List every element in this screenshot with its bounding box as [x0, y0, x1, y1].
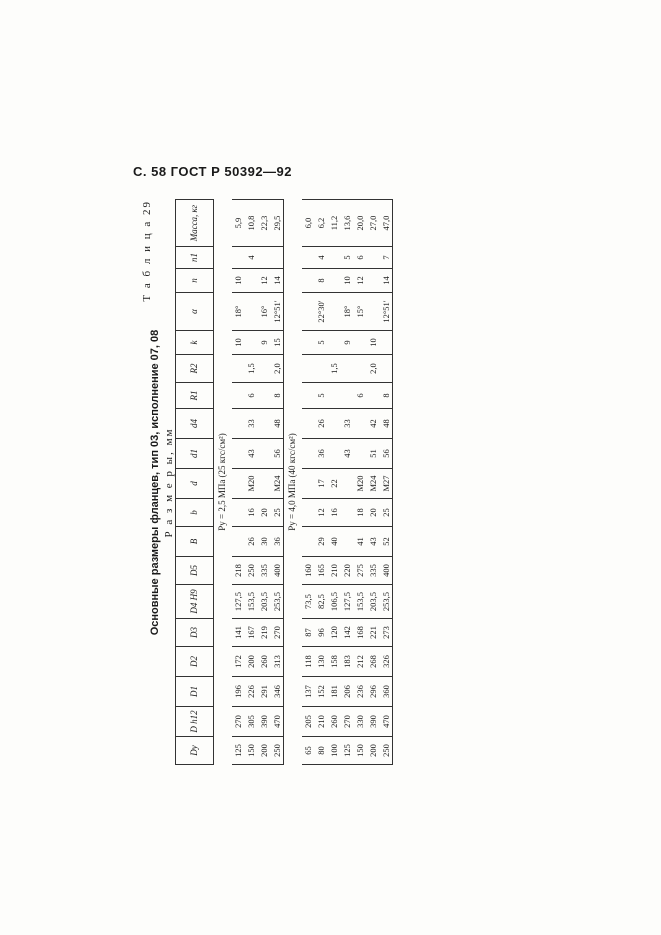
- table-cell: 203,5: [258, 585, 271, 619]
- table-cell: 268: [367, 647, 380, 677]
- table-cell: 10: [232, 269, 245, 293]
- table-cell: М24: [367, 469, 380, 499]
- col-header: n1: [176, 247, 214, 269]
- table-cell: [367, 269, 380, 293]
- table-cell: 20: [258, 499, 271, 527]
- table-cell: 36: [271, 527, 284, 557]
- col-header: B: [176, 527, 214, 557]
- table-cell: 27,0: [367, 200, 380, 247]
- table-cell: 400: [271, 557, 284, 585]
- table-cell: 80: [315, 737, 328, 765]
- table-cell: 7: [380, 247, 393, 269]
- table-cell: 205: [302, 707, 315, 737]
- table-cell: [354, 409, 367, 439]
- col-header: n: [176, 269, 214, 293]
- table-cell: 65: [302, 737, 315, 765]
- table-cell: 12°51′: [271, 293, 284, 331]
- table-cell: 48: [380, 409, 393, 439]
- table-cell: 470: [380, 707, 393, 737]
- table-cell: [380, 355, 393, 383]
- rotated-table-block: [141, 200, 511, 765]
- table-cell: 253,5: [380, 585, 393, 619]
- table-cell: [341, 527, 354, 557]
- table-cell: [232, 355, 245, 383]
- table-cell: [328, 383, 341, 409]
- table-row: [341, 200, 354, 765]
- table-cell: 51: [367, 439, 380, 469]
- table-cell: 14: [271, 269, 284, 293]
- table-cell: 47,0: [380, 200, 393, 247]
- table-cell: 150: [354, 737, 367, 765]
- table-cell: 16: [245, 499, 258, 527]
- table-cell: 30: [258, 527, 271, 557]
- table-cell: 20,0: [354, 200, 367, 247]
- table-cell: 218: [232, 557, 245, 585]
- table-cell: 8: [271, 383, 284, 409]
- table-cell: [258, 355, 271, 383]
- table-cell: [341, 469, 354, 499]
- table-cell: 6,2: [315, 200, 328, 247]
- table-cell: 200: [245, 647, 258, 677]
- table-cell: 8: [380, 383, 393, 409]
- table-cell: 153,5: [354, 585, 367, 619]
- table-cell: 26: [245, 527, 258, 557]
- table-cell: [367, 383, 380, 409]
- table-cell: 137: [302, 677, 315, 707]
- table-cell: 196: [232, 677, 245, 707]
- table-cell: [354, 331, 367, 355]
- table-cell: [302, 293, 315, 331]
- table-cell: 22: [328, 469, 341, 499]
- table-cell: [232, 439, 245, 469]
- table-row: [271, 200, 284, 765]
- table-row: [328, 200, 341, 765]
- table-cell: [367, 247, 380, 269]
- table-label: Т а б л и ц а 29: [141, 200, 153, 302]
- table-title: Основные размеры фланцев, тип 03, исполнение 07, 08: [149, 329, 161, 636]
- table-cell: 43: [245, 439, 258, 469]
- table-cell: 41: [354, 527, 367, 557]
- col-header: R1: [176, 383, 214, 409]
- table-cell: 270: [341, 707, 354, 737]
- table-cell: 29,5: [271, 200, 284, 247]
- table-cell: 40: [328, 527, 341, 557]
- table-cell: [258, 469, 271, 499]
- table-cell: [341, 355, 354, 383]
- table-cell: [341, 383, 354, 409]
- table-body: [214, 200, 393, 765]
- table-cell: 43: [341, 439, 354, 469]
- table-cell: [302, 355, 315, 383]
- table-cell: 22°30′: [315, 293, 328, 331]
- table-cell: 15°: [354, 293, 367, 331]
- table-cell: 390: [367, 707, 380, 737]
- col-header: D5: [176, 557, 214, 585]
- table-cell: 33: [245, 409, 258, 439]
- table-cell: 236: [354, 677, 367, 707]
- table-cell: 250: [380, 737, 393, 765]
- col-header: d: [176, 469, 214, 499]
- table-cell: [302, 469, 315, 499]
- table-cell: 183: [341, 647, 354, 677]
- table-cell: [354, 439, 367, 469]
- table-cell: 5: [315, 331, 328, 355]
- table-cell: 26: [315, 409, 328, 439]
- table-cell: 1,5: [328, 355, 341, 383]
- table-cell: [302, 527, 315, 557]
- table-cell: 9: [258, 331, 271, 355]
- table-cell: 253,5: [271, 585, 284, 619]
- table-cell: 16: [328, 499, 341, 527]
- table-cell: [271, 247, 284, 269]
- table-cell: [328, 247, 341, 269]
- table-cell: [258, 383, 271, 409]
- table-cell: 153,5: [245, 585, 258, 619]
- table-cell: 100: [328, 737, 341, 765]
- table-cell: 330: [354, 707, 367, 737]
- table-cell: 82,5: [315, 585, 328, 619]
- table-cell: 18: [354, 499, 367, 527]
- table-cell: М20: [354, 469, 367, 499]
- table-cell: 12: [354, 269, 367, 293]
- header-row: [176, 200, 214, 765]
- table-row: [232, 200, 245, 765]
- table-cell: 360: [380, 677, 393, 707]
- table-cell: 326: [380, 647, 393, 677]
- table-cell: [232, 247, 245, 269]
- table-cell: [315, 355, 328, 383]
- table-cell: 390: [258, 707, 271, 737]
- table-cell: [328, 409, 341, 439]
- table-cell: 6,0: [302, 200, 315, 247]
- table-cell: 4: [315, 247, 328, 269]
- table-cell: 4: [245, 247, 258, 269]
- table-row: [380, 200, 393, 765]
- col-header: Масса, кг: [176, 200, 214, 247]
- table-cell: 15: [271, 331, 284, 355]
- section-pressure-label: Pу = 4,0 МПа (40 кгс/см²): [287, 433, 298, 531]
- table-cell: 335: [367, 557, 380, 585]
- table-cell: 270: [271, 619, 284, 647]
- table-cell: 168: [354, 619, 367, 647]
- table-row: [302, 200, 315, 765]
- table-cell: 291: [258, 677, 271, 707]
- table-cell: [302, 409, 315, 439]
- table-cell: 16°: [258, 293, 271, 331]
- table-cell: [232, 383, 245, 409]
- table-cell: [232, 469, 245, 499]
- flange-dimensions-table: [175, 199, 393, 765]
- col-header: b: [176, 499, 214, 527]
- table-cell: 273: [380, 619, 393, 647]
- table-cell: 2,0: [271, 355, 284, 383]
- table-cell: 250: [245, 557, 258, 585]
- table-cell: 25: [380, 499, 393, 527]
- table-cell: 12: [258, 269, 271, 293]
- table-cell: [302, 439, 315, 469]
- table-cell: 260: [258, 647, 271, 677]
- table-cell: 165: [315, 557, 328, 585]
- table-cell: 260: [328, 707, 341, 737]
- table-cell: 10,8: [245, 200, 258, 247]
- table-cell: 275: [354, 557, 367, 585]
- table-cell: 36: [315, 439, 328, 469]
- table-cell: 96: [315, 619, 328, 647]
- table-cell: [367, 293, 380, 331]
- table-cell: 200: [258, 737, 271, 765]
- col-header: D1: [176, 677, 214, 707]
- table-cell: 346: [271, 677, 284, 707]
- table-cell: [302, 499, 315, 527]
- table-cell: [245, 331, 258, 355]
- section-pressure-label: Pу = 2,5 МПа (25 кгс/см²): [217, 433, 228, 531]
- table-cell: 29: [315, 527, 328, 557]
- table-cell: [328, 269, 341, 293]
- table-cell: 160: [302, 557, 315, 585]
- table-cell: 6: [245, 383, 258, 409]
- table-cell: 219: [258, 619, 271, 647]
- table-cell: 12: [315, 499, 328, 527]
- table-cell: 106,5: [328, 585, 341, 619]
- table-cell: 10: [341, 269, 354, 293]
- table-row: [367, 200, 380, 765]
- table-cell: 18°: [232, 293, 245, 331]
- table-cell: 1,5: [245, 355, 258, 383]
- table-cell: М20: [245, 469, 258, 499]
- table-cell: 2,0: [367, 355, 380, 383]
- table-cell: 226: [245, 677, 258, 707]
- table-cell: 5: [341, 247, 354, 269]
- table-cell: 250: [271, 737, 284, 765]
- col-header: k: [176, 331, 214, 355]
- table-cell: [302, 331, 315, 355]
- table-row: [354, 200, 367, 765]
- table-cell: 470: [271, 707, 284, 737]
- table-cell: [341, 499, 354, 527]
- table-cell: 8: [315, 269, 328, 293]
- table-cell: [258, 439, 271, 469]
- table-cell: 172: [232, 647, 245, 677]
- table-cell: 220: [341, 557, 354, 585]
- table-cell: 400: [380, 557, 393, 585]
- table-cell: 152: [315, 677, 328, 707]
- table-cell: М24: [271, 469, 284, 499]
- table-cell: 87: [302, 619, 315, 647]
- table-cell: 127,5: [232, 585, 245, 619]
- table-cell: [232, 499, 245, 527]
- col-header: α: [176, 293, 214, 331]
- table-cell: 25: [271, 499, 284, 527]
- table-cell: [302, 269, 315, 293]
- table-cell: [232, 409, 245, 439]
- section-header-row: [214, 200, 232, 765]
- table-cell: [328, 331, 341, 355]
- table-cell: 6: [354, 247, 367, 269]
- table-cell: 20: [367, 499, 380, 527]
- table-subtitle: Р а з м е р ы, мм: [163, 427, 175, 538]
- col-header: D3: [176, 619, 214, 647]
- table-cell: 12°51′: [380, 293, 393, 331]
- table-cell: [328, 439, 341, 469]
- table-cell: 127,5: [341, 585, 354, 619]
- table-cell: 335: [258, 557, 271, 585]
- table-cell: 13,6: [341, 200, 354, 247]
- table-cell: 142: [341, 619, 354, 647]
- table-cell: 6: [354, 383, 367, 409]
- table-cell: 210: [328, 557, 341, 585]
- table-cell: 167: [245, 619, 258, 647]
- table-row: [258, 200, 271, 765]
- table-row: [245, 200, 258, 765]
- table-cell: [258, 247, 271, 269]
- table-cell: [302, 247, 315, 269]
- table-cell: 56: [380, 439, 393, 469]
- table-cell: 48: [271, 409, 284, 439]
- table-cell: 296: [367, 677, 380, 707]
- table-cell: 11,2: [328, 200, 341, 247]
- table-cell: 17: [315, 469, 328, 499]
- col-header: D h12: [176, 707, 214, 737]
- table-cell: [380, 331, 393, 355]
- table-cell: 150: [245, 737, 258, 765]
- table-cell: 130: [315, 647, 328, 677]
- table-cell: 73,5: [302, 585, 315, 619]
- table-cell: 5,9: [232, 200, 245, 247]
- col-header: D4 H9: [176, 585, 214, 619]
- table-cell: 10: [232, 331, 245, 355]
- table-cell: [258, 409, 271, 439]
- table-cell: 118: [302, 647, 315, 677]
- table-cell: 158: [328, 647, 341, 677]
- table-cell: 200: [367, 737, 380, 765]
- table-cell: 221: [367, 619, 380, 647]
- page-header: С. 58 ГОСТ Р 50392—92: [133, 164, 293, 179]
- table-cell: 22,3: [258, 200, 271, 247]
- table-row: [315, 200, 328, 765]
- table-cell: 5: [315, 383, 328, 409]
- table-cell: 14: [380, 269, 393, 293]
- table-cell: 43: [367, 527, 380, 557]
- col-header: R2: [176, 355, 214, 383]
- table-cell: [302, 383, 315, 409]
- table-cell: 18°: [341, 293, 354, 331]
- table-cell: [245, 269, 258, 293]
- table-cell: 125: [232, 737, 245, 765]
- table-cell: [232, 527, 245, 557]
- table-cell: 125: [341, 737, 354, 765]
- table-cell: 141: [232, 619, 245, 647]
- table-cell: 10: [367, 331, 380, 355]
- table-cell: 313: [271, 647, 284, 677]
- table-cell: 210: [315, 707, 328, 737]
- table-cell: 270: [232, 707, 245, 737]
- table-cell: 52: [380, 527, 393, 557]
- section-header-row: [284, 200, 302, 765]
- table-cell: 120: [328, 619, 341, 647]
- col-header: d4: [176, 409, 214, 439]
- table-cell: 42: [367, 409, 380, 439]
- table-cell: 181: [328, 677, 341, 707]
- table-cell: 206: [341, 677, 354, 707]
- table-cell: 33: [341, 409, 354, 439]
- table-cell: 9: [341, 331, 354, 355]
- table-cell: 212: [354, 647, 367, 677]
- col-header: Dу: [176, 737, 214, 765]
- col-header: d1: [176, 439, 214, 469]
- table-cell: 305: [245, 707, 258, 737]
- table-cell: [328, 293, 341, 331]
- table-cell: [354, 355, 367, 383]
- table-cell: М27: [380, 469, 393, 499]
- col-header: D2: [176, 647, 214, 677]
- table-cell: [245, 293, 258, 331]
- table-cell: 56: [271, 439, 284, 469]
- table-cell: 203,5: [367, 585, 380, 619]
